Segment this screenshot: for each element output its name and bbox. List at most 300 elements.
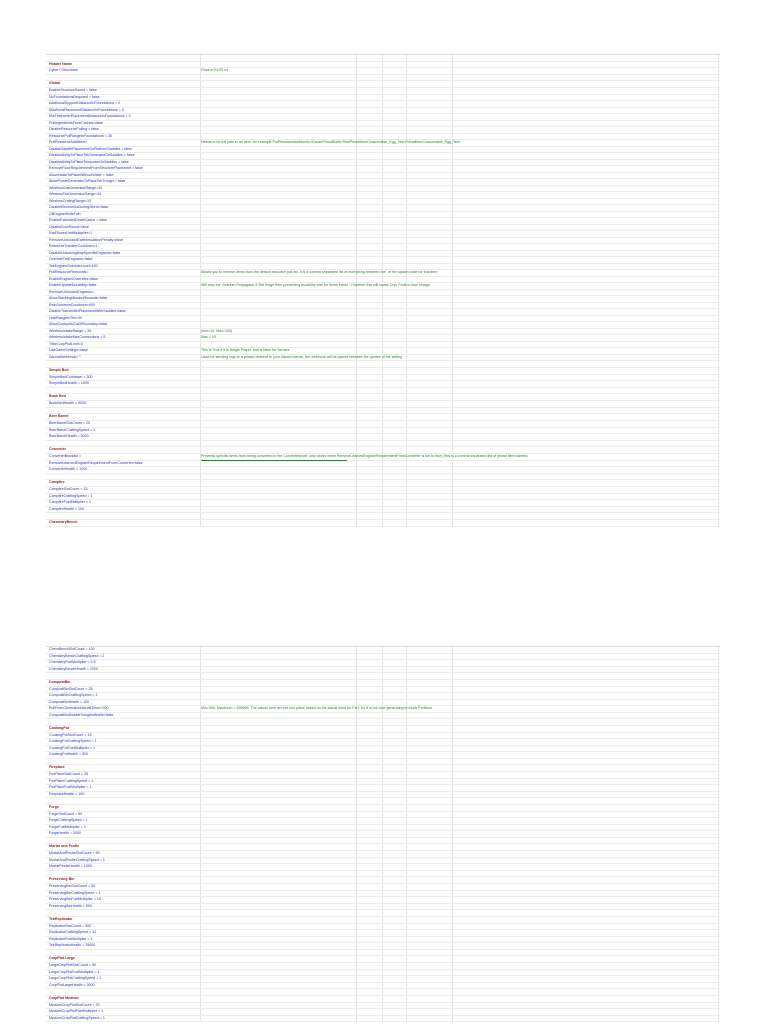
grid-line (452, 225, 453, 231)
setting-key[interactable]: WirelessIntakeMaxConnections = 5 (49, 335, 106, 339)
setting-key[interactable]: ReplicatorSlotCount = 500 (49, 923, 92, 928)
grid-line (406, 277, 407, 283)
setting-key[interactable]: LargeCropPlotCraftingSpeed = 1 (49, 976, 102, 980)
grid-line (718, 884, 719, 890)
grid-line (382, 447, 383, 453)
setting-key[interactable]: LargeCropPlotFuelMultiplier = 1 (49, 969, 100, 974)
grid-line (406, 225, 407, 231)
setting-key[interactable]: ResourceTransferCooldown=1 (49, 244, 98, 248)
grid-line (382, 831, 383, 837)
setting-key[interactable]: CampfireCraftingSpeed = 1 (49, 493, 93, 498)
grid-line (452, 68, 453, 74)
setting-key[interactable]: MortarAndPestleCraftingSpeed = 1 (49, 857, 105, 862)
grid-line (452, 108, 453, 114)
header-title[interactable]: Header Name (49, 61, 72, 66)
section-title[interactable]: Converter (49, 447, 66, 451)
grid-line (382, 989, 383, 995)
grid-line (382, 687, 383, 693)
grid-line (200, 818, 201, 824)
grid-line (382, 179, 383, 185)
grid-line (406, 838, 407, 844)
setting-key[interactable]: MinTeleporterPlacementDistanceInFoundations = 0 (49, 114, 131, 118)
setting-key[interactable]: MediumCropPlotCraftingSpeed = 1 (49, 1015, 105, 1020)
setting-key[interactable]: PreservingBinHealth = 500 (49, 903, 92, 908)
grid-line (718, 62, 719, 68)
grid-line (200, 851, 201, 857)
setting-key[interactable]: CompostBinSlotCount = 25 (49, 686, 93, 691)
grid-line (356, 851, 357, 857)
section-header-row (46, 680, 720, 687)
grid-line (382, 713, 383, 719)
setting-key[interactable]: CampfireSlotCount = 15 (49, 487, 88, 491)
grid-line (452, 719, 453, 725)
grid-line (200, 401, 201, 407)
grid-line (406, 205, 407, 211)
setting-key[interactable]: ForgeFuelMultiplier = 1 (49, 824, 86, 829)
grid-line (452, 134, 453, 140)
setting-key[interactable]: TribeCropPlotLimit=0 (49, 341, 83, 346)
setting-key[interactable]: LargeCropPlotSlotCount = 50 (49, 963, 97, 967)
grid-line (382, 660, 383, 666)
section-header-row (46, 956, 720, 963)
grid-line (452, 474, 453, 480)
section-title[interactable]: CompostBin (49, 679, 71, 684)
grid-line (200, 303, 201, 309)
setting-key[interactable]: CookingPotHealth = 500 (49, 752, 89, 756)
section-title[interactable]: CropPlot Medium (49, 995, 79, 1000)
setting-key[interactable]: ConverterHealth = 1000 (49, 467, 88, 471)
setting-note[interactable]: Max = 15 (201, 335, 216, 339)
grid-line (200, 520, 201, 526)
grid-line (406, 434, 407, 440)
setting-key[interactable]: WirelessTekGeneratorRange=34 (49, 192, 102, 196)
setting-key[interactable]: EnableEngramOverrides=false (49, 276, 99, 281)
grid-line (382, 480, 383, 486)
grid-line (406, 290, 407, 296)
grid-line (382, 114, 383, 120)
grid-line (452, 218, 453, 224)
setting-key[interactable]: OverrideTekEngrams=false (49, 257, 93, 261)
grid-line (200, 160, 201, 166)
setting-key[interactable]: PullResourceAdditions= (49, 140, 88, 144)
grid-line (382, 719, 383, 725)
grid-line (200, 976, 201, 982)
setting-note[interactable]: Goes in ExVS Ini (201, 68, 229, 72)
grid-line (452, 212, 453, 218)
setting-key[interactable]: HoldRangeInTier=40 (49, 315, 83, 320)
setting-key[interactable]: PreservingBinFuelMultiplier = 10 (49, 897, 101, 901)
grid-line (382, 474, 383, 480)
grid-line (718, 996, 719, 1002)
section-title[interactable]: Mortar and Pestle (49, 844, 80, 848)
setting-key[interactable]: DisableUnlockingMapSpecificEngrams=false (49, 250, 121, 255)
section-title[interactable]: CropPlot Large (49, 956, 75, 960)
grid-line (356, 153, 357, 159)
section-title[interactable]: Campfire (49, 480, 65, 484)
grid-line (356, 838, 357, 844)
setting-key[interactable]: TekReplicatorHealth = 25000 (49, 943, 96, 947)
setting-key[interactable]: CookingPotCraftingSpeed = 1 (49, 739, 97, 743)
setting-key[interactable]: NoFoundationsRequired = false (49, 94, 100, 99)
setting-key[interactable]: CompostBinHealth = 100 (49, 699, 90, 704)
grid-line (718, 812, 719, 818)
grid-line (382, 500, 383, 506)
setting-note[interactable]: Min=300, Maximum = 999999. The values here are put into place based on the actual need for Fert. So it is not over generating to much Fertilizer (201, 706, 433, 710)
grid-line (200, 844, 201, 850)
setting-key[interactable]: RemoveFloorRequirementFromStructurePlacement = false (49, 166, 143, 170)
setting-key[interactable]: MortarPestleHealth = 1000 (49, 864, 92, 868)
grid-line (356, 943, 357, 949)
setting-key[interactable]: PullFromGeneratorIntervalTimer=900 (49, 706, 109, 710)
setting-key[interactable]: DisableResourcePulling = false (49, 127, 99, 131)
setting-key[interactable]: EnableUpdateDurability=false (49, 283, 97, 287)
grid-line (356, 765, 357, 771)
setting-key[interactable]: PreservingBinCraftingSpeed = 1 (49, 890, 101, 895)
grid-line (200, 381, 201, 387)
grid-line (718, 891, 719, 897)
setting-key[interactable]: SimpleBedHealth = 1000 (49, 381, 89, 385)
grid-line (406, 361, 407, 367)
grid-line (452, 950, 453, 956)
setting-key[interactable]: WirelessCrafingRange=10 (49, 198, 92, 203)
grid-line (718, 309, 719, 315)
setting-key[interactable]: ConverterBlacklist = (49, 454, 82, 458)
grid-line (382, 910, 383, 916)
grid-line (356, 1003, 357, 1009)
grid-line (200, 792, 201, 798)
grid-line (200, 917, 201, 923)
grid-line (718, 355, 719, 361)
grid-line (718, 904, 719, 910)
grid-line (382, 963, 383, 969)
grid-line (200, 713, 201, 719)
grid-line (356, 348, 357, 354)
setting-key[interactable]: ResourcePullRangeInFoundations = 35 (49, 133, 112, 138)
setting-key[interactable]: DisableAbilityToPlaceTeleporterOnSaddles = false (49, 159, 129, 164)
grid-line (452, 277, 453, 283)
grid-line (356, 264, 357, 270)
grid-line (382, 225, 383, 231)
grid-line (452, 818, 453, 824)
grid-line (452, 956, 453, 962)
grid-line (356, 825, 357, 831)
setting-key[interactable]: ChemistryBenchHealth = 2000 (49, 666, 98, 671)
grid-line (382, 746, 383, 752)
grid-line (200, 199, 201, 205)
grid-line (200, 316, 201, 322)
setting-key[interactable]: CookingPotSlotCount = 15 (49, 732, 92, 737)
setting-key[interactable]: FirePlaceFuelMultiplier = 1 (49, 785, 92, 789)
setting-key[interactable]: OilEngineWhileFull= (49, 211, 82, 216)
grid-line (452, 461, 453, 467)
setting-key[interactable]: DisableDoorSound=false (49, 224, 89, 229)
grid-line (406, 831, 407, 837)
setting-key[interactable]: ForgeCraftingSpeed = 1 (49, 818, 88, 822)
setting-key[interactable]: ChemBenchSlotCount = 100 (49, 647, 95, 651)
section-title[interactable]: Global (49, 81, 61, 85)
grid-line (718, 877, 719, 883)
setting-key[interactable]: FirePlaceCraftingSpeed = 1 (49, 778, 94, 783)
grid-line (718, 798, 719, 804)
setting-note[interactable]: Will stop the Vivarium Propagator & Ref fridge from preventing durability loss for items inside - However this will cause Cryo Pods to lose charge. (201, 283, 432, 287)
grid-line (718, 726, 719, 732)
grid-line (452, 55, 453, 61)
setting-key[interactable]: PullResourceRemovals= (49, 270, 89, 274)
grid-line (406, 147, 407, 153)
grid-line (406, 654, 407, 660)
setting-key[interactable]: UseGameSettings=false (49, 348, 88, 352)
setting-key[interactable]: BeerBarrelCraftingSpeed = 1 (49, 427, 96, 432)
grid-line (452, 296, 453, 302)
grid-line (356, 467, 357, 473)
grid-line (406, 798, 407, 804)
setting-key[interactable]: CampfireFuelMultiplier = 1 (49, 500, 92, 504)
setting-key[interactable]: DisableAbilityToPlaceTekGeneratorOnSaddles = false (49, 153, 135, 157)
section-title[interactable]: Simple Bed (49, 367, 69, 372)
grid-line (200, 924, 201, 930)
grid-line (356, 507, 357, 513)
grid-line (356, 421, 357, 427)
grid-line (356, 785, 357, 791)
section-title[interactable]: Forge (49, 804, 59, 809)
grid-line (382, 871, 383, 877)
grid-line (406, 134, 407, 140)
setting-key[interactable]: WirelessGasGeneratorRange=10 (49, 185, 103, 190)
grid-line (452, 726, 453, 732)
section-title[interactable]: TekReplicator (49, 916, 73, 921)
setting-key[interactable]: RemoveLearnedEngramRequirementFromConverter=false (49, 460, 143, 465)
setting-key[interactable]: CompostBinDisableSongbirdfertile=false (49, 712, 114, 717)
grid-line (200, 290, 201, 296)
setting-key[interactable]: DisableElectronicsDuringStorm=false (49, 205, 109, 209)
grid-line (382, 983, 383, 989)
setting-key[interactable]: MinWorldPlacementDistanceInFoundations = 0 (49, 107, 124, 112)
setting-key[interactable]: ReplicatorCraftingSpeed = 12 (49, 930, 97, 934)
grid-line (356, 186, 357, 192)
grid-line (382, 81, 383, 87)
section-title[interactable]: Preserving Bin (49, 877, 75, 881)
grid-line (406, 693, 407, 699)
setting-key[interactable]: CookingPotFuelMultiplier = 1 (49, 745, 96, 750)
setting-key[interactable]: BeerBarrelSlotCount = 25 (49, 421, 91, 425)
grid-line (200, 500, 201, 506)
grid-line (382, 401, 383, 407)
setting-key[interactable]: MortarAndPestleSlotCount = 50 (49, 851, 100, 855)
grid-line (200, 983, 201, 989)
grid-line (718, 956, 719, 962)
setting-note[interactable]: Prevents specific items from being converted in the Converter(note: only works when RemoveLearnedEngramRequirementFromConverter is set to true) (this is a comma separated list of primal item names) (201, 454, 528, 458)
grid-line (718, 421, 719, 427)
setting-key[interactable]: BeerBarrelHealth = 5000 (49, 434, 89, 438)
setting-note[interactable]: Used for sending logs to a private channel in your discord server, the webhook will be placed between the quotes of the setting (201, 354, 403, 359)
grid-line (356, 342, 357, 348)
grid-line (718, 844, 719, 850)
grid-line (200, 212, 201, 218)
grid-line (356, 752, 357, 758)
setting-key[interactable]: FirePlaceSlotCount = 25 (49, 772, 89, 776)
setting-key[interactable]: MediumCropPlotFuelMultiplier = 1 (49, 1009, 104, 1013)
grid-line (382, 818, 383, 824)
grid-line (382, 733, 383, 739)
grid-line (356, 963, 357, 969)
grid-line (452, 361, 453, 367)
grid-line (718, 342, 719, 348)
grid-line (382, 864, 383, 870)
spreadsheet-page-2 (46, 646, 720, 1022)
setting-note[interactable]: Needs to be full path to an item, for example PullResourceAdditions=/Game/PrimalEarth/Test/PrimalItemConsumable_Egg_Test.PrimalItemConsumable_Egg_Test (201, 140, 460, 144)
section-header-row (46, 996, 720, 1003)
setting-key[interactable]: TekEngramOverrideLevel=100 (49, 263, 98, 268)
grid-line (200, 101, 201, 107)
grid-line (718, 693, 719, 699)
grid-line (718, 989, 719, 995)
grid-line (356, 474, 357, 480)
grid-line (452, 507, 453, 513)
section-title[interactable]: ChemistryBench (49, 519, 78, 524)
grid-line (382, 467, 383, 473)
grid-line (718, 127, 719, 133)
grid-line (718, 647, 719, 653)
grid-line (200, 238, 201, 244)
grid-line (718, 739, 719, 745)
grid-line (356, 772, 357, 778)
grid-line (718, 970, 719, 976)
grid-line (356, 192, 357, 198)
grid-line (406, 996, 407, 1002)
grid-line (356, 428, 357, 434)
setting-key[interactable]: AllowIntakeToPlaceWithoutWater = false (49, 172, 114, 177)
grid-line (200, 296, 201, 302)
grid-line (356, 667, 357, 673)
grid-line (452, 700, 453, 706)
setting-key[interactable]: PullIngredientsFromCaches=false (49, 120, 104, 125)
grid-line (406, 792, 407, 798)
section-title[interactable]: Fireplace (49, 765, 65, 769)
grid-line (718, 75, 719, 81)
grid-line (200, 244, 201, 250)
setting-key[interactable]: RemoveUnlockedEarthInsulationPenalty=false (49, 237, 124, 242)
setting-key[interactable]: CampfireHealth = 100 (49, 506, 85, 511)
grid-line (718, 303, 719, 309)
grid-line (406, 660, 407, 666)
setting-key[interactable]: MediumCropPlotSlotCount = 20 (49, 1002, 100, 1007)
setting-key[interactable]: EnableExtendedDeathCache = false (49, 218, 108, 222)
setting-key[interactable]: ChemistryFuelMultiplier = 0.5 (49, 660, 96, 664)
setting-key[interactable]: ForgeSlotCount = 50 (49, 811, 83, 816)
setting-key[interactable]: SimpleBedCooldown = 300 (49, 374, 93, 379)
grid-line (382, 62, 383, 68)
grid-line (382, 520, 383, 526)
grid-line (718, 68, 719, 74)
setting-key[interactable]: WirelessIntakeRange = 30 (49, 328, 92, 333)
grid-line (200, 218, 201, 224)
grid-line (200, 173, 201, 179)
setting-key[interactable]: FireplaceHealth = 100 (49, 791, 85, 796)
setting-key[interactable]: CyberJ Structures (49, 68, 78, 72)
grid-line (406, 251, 407, 257)
grid-line (718, 772, 719, 778)
grid-line (356, 212, 357, 218)
grid-line (406, 937, 407, 943)
grid-line (452, 270, 453, 276)
setting-note[interactable]: Allows you to remove items from the default resource pull list. It is a comma separated list of everything between the ' of the spawn code for that item. (201, 270, 439, 274)
grid-line (452, 752, 453, 758)
grid-line (718, 55, 719, 61)
grid-line (382, 218, 383, 224)
grid-line (718, 858, 719, 864)
setting-key[interactable]: AllowStackingMissionRewards=false (49, 296, 108, 300)
grid-line (406, 199, 407, 205)
setting-key[interactable]: ChemistryBenchCraftingSpeed = 2 (49, 653, 105, 658)
grid-line (718, 160, 719, 166)
grid-line (356, 996, 357, 1002)
setting-key[interactable]: PreservingBinSlotCount = 50 (49, 884, 96, 888)
setting-key[interactable]: AdditionalSupportDistanceInFoundations = 0 (49, 101, 121, 105)
grid-line (200, 805, 201, 811)
setting-key[interactable]: AllowPowerGeneratorToPlaceTekTrough = false (49, 179, 126, 183)
grid-line (200, 1009, 201, 1015)
setting-key[interactable]: EnableStructureSound = false (49, 88, 97, 92)
grid-line (406, 257, 407, 263)
grid-line (718, 983, 719, 989)
grid-line (382, 924, 383, 930)
grid-line (382, 173, 383, 179)
setting-key[interactable]: RadiTowerLimitMultiplier=1 (49, 231, 93, 235)
grid-line (452, 733, 453, 739)
grid-line (718, 673, 719, 679)
setting-note[interactable]: (min=10, Max=100) (201, 328, 233, 333)
setting-key[interactable]: CropPlotLargeHealth = 3000 (49, 982, 95, 987)
grid-line (406, 1003, 407, 1009)
grid-line (452, 388, 453, 394)
grid-line (718, 231, 719, 237)
setting-key[interactable]: DisableSaddlePlacementOnPlatformSaddles = false (49, 146, 133, 151)
grid-line (452, 1009, 453, 1015)
grid-line (200, 956, 201, 962)
grid-line (382, 680, 383, 686)
setting-key[interactable]: BunkBedHealth = 5000 (49, 401, 87, 405)
setting-key[interactable]: RemoveUnlockedEngrams= (49, 289, 94, 294)
grid-line (452, 401, 453, 407)
setting-key[interactable]: ForgeHealth = 2000 (49, 831, 81, 835)
grid-line (452, 660, 453, 666)
grid-line (452, 970, 453, 976)
setting-note[interactable]: This is True if it is Single Player, and is false for Servers (201, 348, 290, 352)
grid-line (200, 75, 201, 81)
grid-line (452, 257, 453, 263)
grid-line (200, 838, 201, 844)
section-title[interactable]: Bunk Bed (49, 394, 66, 398)
grid-line (382, 441, 383, 447)
setting-key[interactable]: DisableTransmitterPlacementWithSaddles=false (49, 309, 126, 313)
grid-line (452, 166, 453, 172)
grid-line (452, 844, 453, 850)
setting-key[interactable]: DiscordWebhook="" (49, 354, 81, 359)
section-title[interactable]: CookingPot (49, 725, 70, 730)
grid-line (406, 844, 407, 850)
setting-key[interactable]: ReinSummonCooldown=600 (49, 302, 95, 307)
grid-line (452, 759, 453, 765)
setting-key[interactable]: ReplicatorFuelMultiplier = 1 (49, 936, 93, 941)
grid-line (718, 759, 719, 765)
grid-line (200, 95, 201, 101)
grid-line (718, 322, 719, 328)
grid-line (356, 976, 357, 982)
section-title[interactable]: Beer Barrel (49, 414, 69, 418)
grid-line (200, 970, 201, 976)
setting-key[interactable]: AllowCookpotsOutOfBoundary=false (49, 322, 108, 326)
setting-key[interactable]: CompostBinCraftingSpeed = 1 (49, 693, 98, 697)
